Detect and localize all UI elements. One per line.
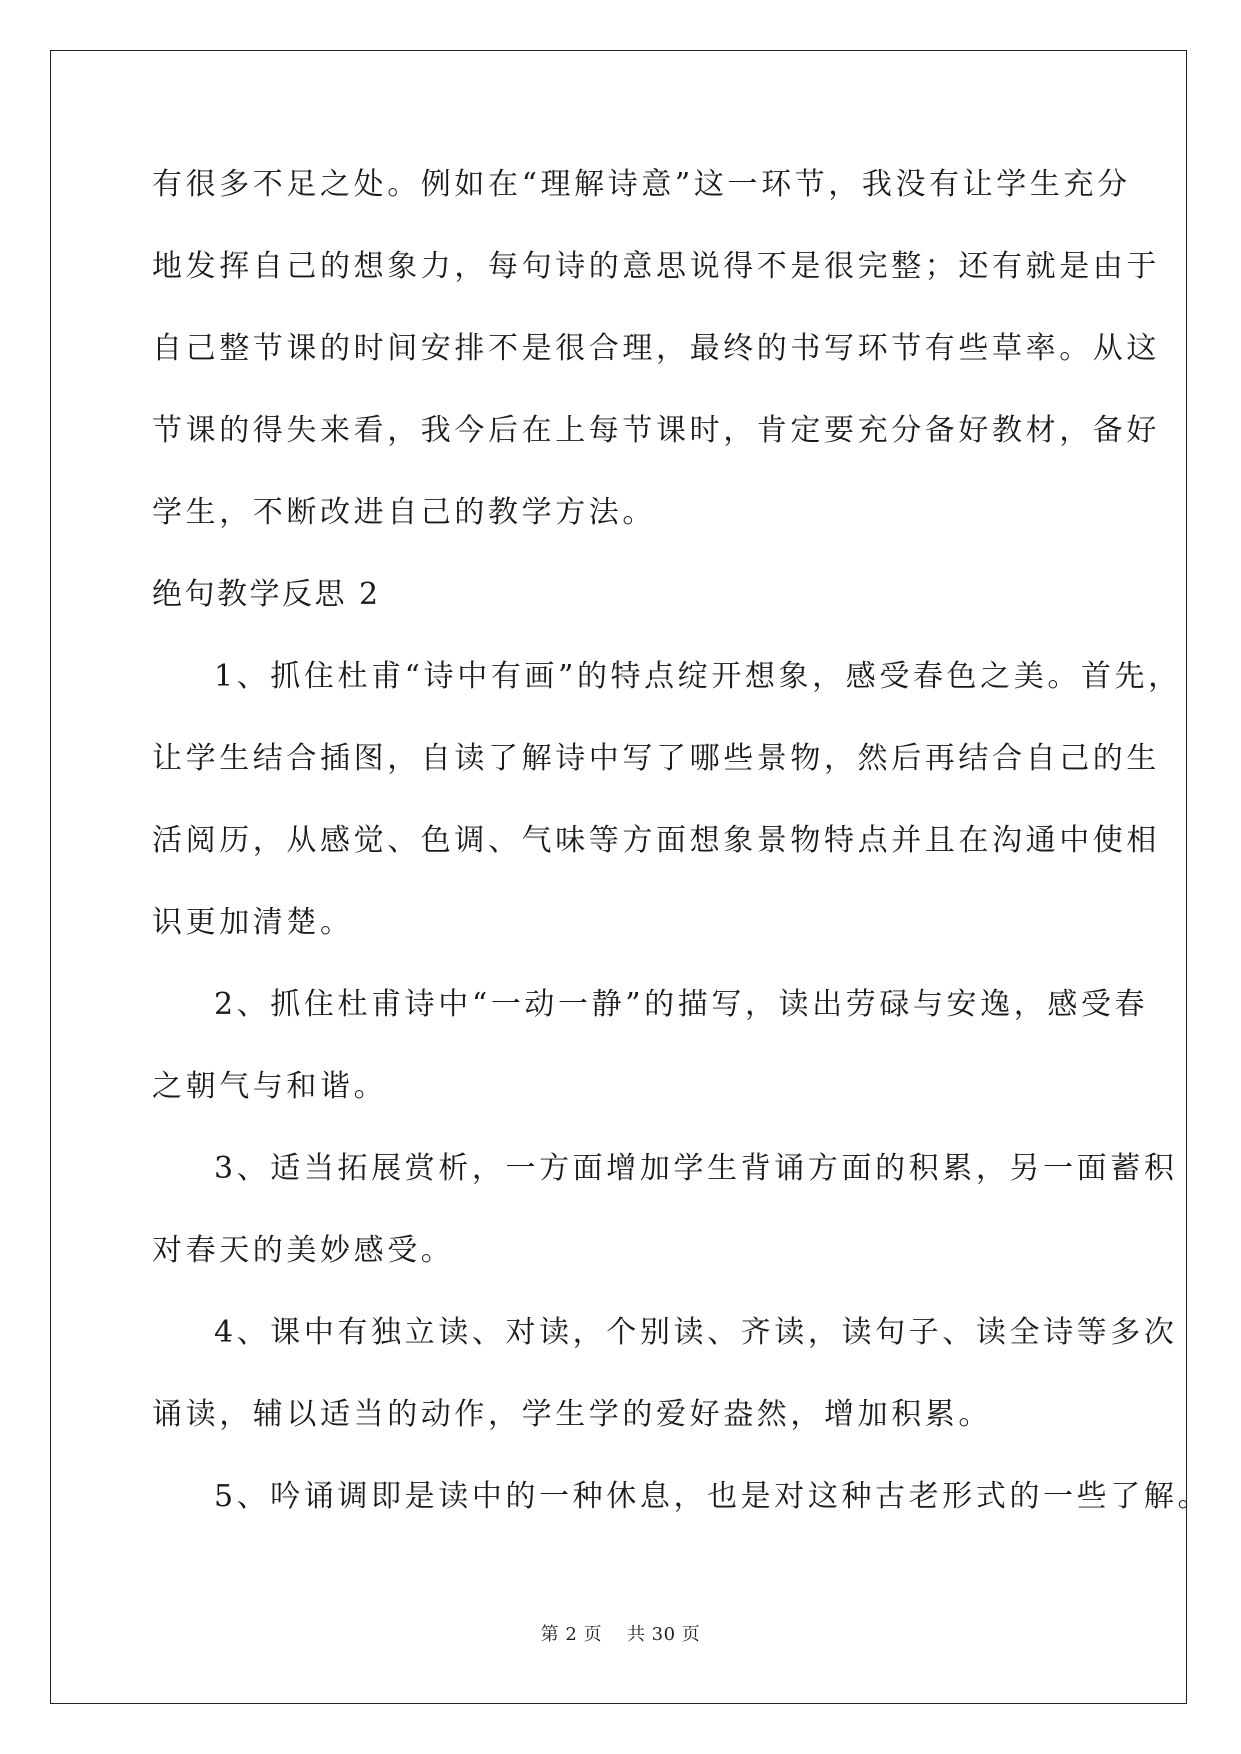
text-line: 识更加清楚。 xyxy=(152,905,354,940)
text-line: 对春天的美妙感受。 xyxy=(152,1233,455,1268)
text-line: 诵读，辅以适当的动作，学生学的爱好盎然，增加积累。 xyxy=(152,1397,992,1432)
text-line: 让学生结合插图，自读了解诗中写了哪些景物，然后再结合自己的生 xyxy=(152,741,1160,776)
section-heading: 绝句教学反思 2 xyxy=(152,577,381,612)
text-line: 地发挥自己的想象力，每句诗的意思说得不是很完整；还有就是由于 xyxy=(152,249,1160,284)
text-line: 有很多不足之处。例如在“理解诗意”这一环节，我没有让学生充分 xyxy=(152,167,1131,202)
text-line: 活阅历，从感觉、色调、气味等方面想象景物特点并且在沟通中使相 xyxy=(152,823,1160,858)
text-line: 5、吟诵调即是读中的一种休息，也是对这种古老形式的一些了解。 xyxy=(214,1479,1212,1514)
text-line: 学生，不断改进自己的教学方法。 xyxy=(152,495,656,530)
text-line: 1、抓住杜甫“诗中有画”的特点绽开想象，感受春色之美。首先， xyxy=(214,659,1182,694)
text-line: 3、适当拓展赏析，一方面增加学生背诵方面的积累，另一面蓄积 xyxy=(214,1151,1178,1186)
text-line: 节课的得失来看，我今后在上每节课时，肯定要充分备好教材，备好 xyxy=(152,413,1160,448)
text-line: 4、课中有独立读、对读，个别读、齐读，读句子、读全诗等多次 xyxy=(214,1315,1178,1350)
text-line: 之朝气与和谐。 xyxy=(152,1069,388,1104)
text-line: 2、抓住杜甫诗中“一动一静”的描写，读出劳碌与安逸，感受春 xyxy=(214,987,1149,1022)
page-number: 第 2 页 共 30 页 xyxy=(540,1624,701,1645)
text-line: 自己整节课的时间安排不是很合理，最终的书写环节有些草率。从这 xyxy=(152,331,1160,366)
document-body xyxy=(152,160,1212,1554)
